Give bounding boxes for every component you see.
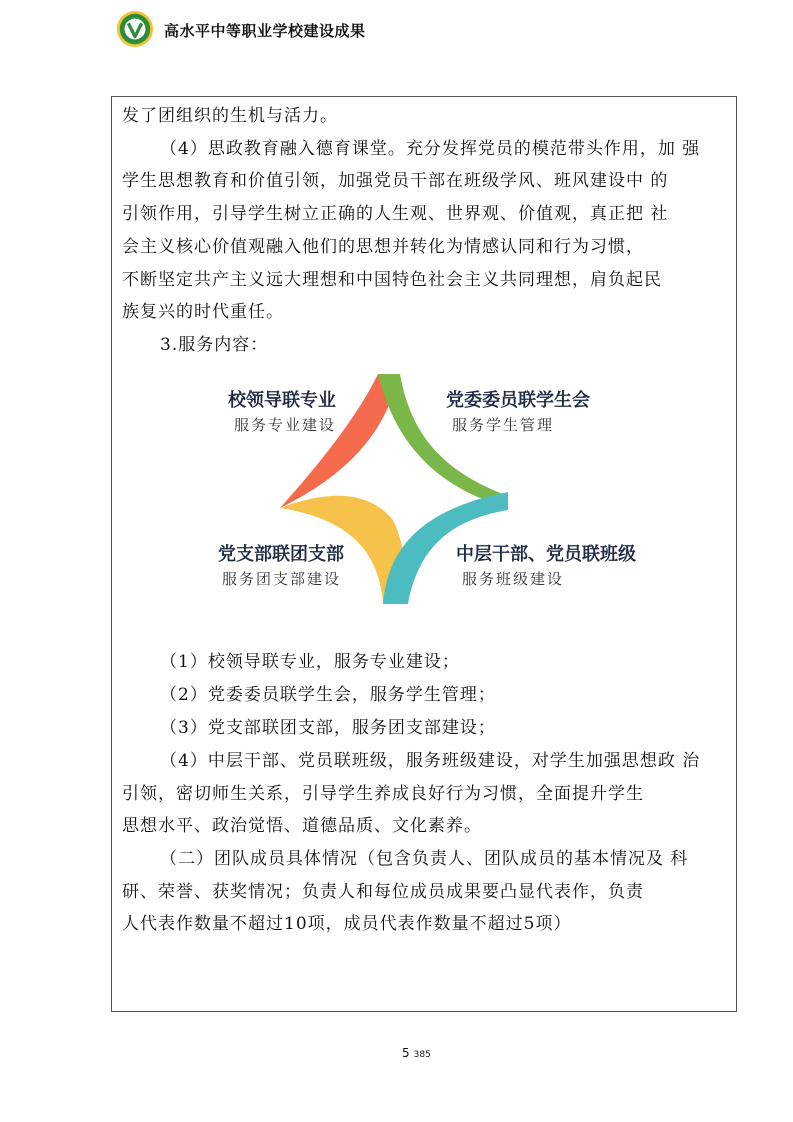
list-item: （3）党支部联团支部，服务团支部建设； — [160, 718, 496, 738]
page-header — [108, 6, 728, 48]
text-line: 思想水平、政治觉悟、道德品质、文化素养。 — [122, 816, 482, 836]
text-line: 人代表作数量不超过10项，成员代表作数量不超过5项） — [122, 914, 572, 934]
text-line: 发了团组织的生机与活力。 — [122, 106, 338, 126]
text-line: 研、荣誉、获奖情况；负责人和每位成员成果要凸显代表作，负责 — [122, 882, 644, 902]
text-line: 会主义核心价值观融入他们的思想并转化为情感认同和行为习惯， — [122, 237, 644, 257]
text-line: 引领作用，引导学生树立正确的人生观、世界观、价值观，真正把 社 — [122, 204, 669, 224]
diagram-label-bl: 党支部联团支部 服务团支部建设 — [218, 544, 344, 588]
diagram-label-tr: 党委委员联学生会 服务学生管理 — [446, 390, 590, 434]
list-item: （4）中层干部、党员联班级，服务班级建设，对学生加强思想政 治 — [160, 751, 701, 771]
section-heading: 3.服务内容： — [160, 335, 269, 355]
list-item: （2）党委委员联学生会，服务学生管理； — [160, 685, 496, 705]
diagram-label-br: 中层干部、党员联班级 服务班级建设 — [456, 544, 636, 588]
header-title: 高水平中等职业学校建设成果 — [164, 22, 366, 40]
text-line: 族复兴的时代重任。 — [122, 302, 284, 322]
text-line: 引领，密切师生关系，引导学生养成良好行为习惯，全面提升学生 — [122, 784, 644, 804]
team-heading: （二）团队成员具体情况（包含负责人、团队成员的基本情况及 科 — [160, 849, 689, 869]
page-number-global: 385 — [413, 1050, 431, 1060]
text-line: 不断坚定共产主义远大理想和中国特色社会主义共同理想，肩负起民 — [122, 270, 662, 290]
text-line: 学生思想教育和价值引领，加强党员干部在班级学风、班风建设中 的 — [122, 171, 669, 191]
service-diagram — [218, 370, 636, 606]
diagram-label-tl: 校领导联专业 服务专业建设 — [228, 390, 337, 434]
page-number — [402, 1046, 431, 1060]
page-number-local: 5 — [402, 1046, 410, 1060]
text-line: （4）思政教育融入德育课堂。充分发挥党员的模范带头作用，加 强 — [160, 139, 701, 159]
list-item: （1）校领导联专业，服务专业建设； — [160, 652, 460, 672]
school-emblem-icon — [116, 10, 154, 48]
